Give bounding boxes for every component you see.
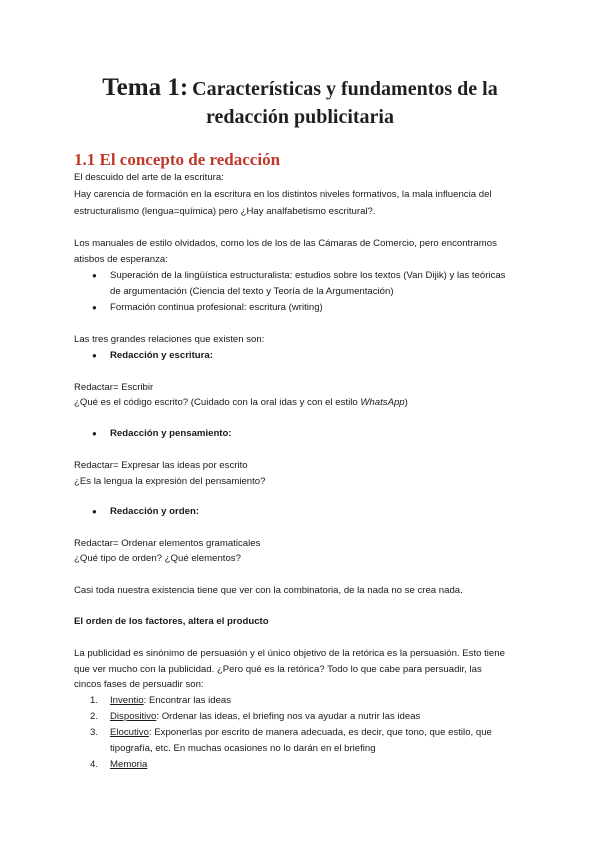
phase-term: Elocutivo xyxy=(110,727,149,738)
relation-1-heading: Redacción y escritura: xyxy=(110,350,213,361)
page-title xyxy=(60,74,540,132)
phase-item xyxy=(110,759,147,771)
phase-number: 1. xyxy=(90,695,99,706)
relation-2-line-1: Redactar= Expresar las ideas por escrito xyxy=(74,460,248,471)
phase-term: Memoria xyxy=(110,759,148,770)
relations-intro: Las tres grandes relaciones que existen son: xyxy=(74,334,265,345)
intro-line-2: Hay carencia de formación en la escritura en los distintos niveles formativos, la mala influencia del xyxy=(74,189,492,200)
relation-3-line-1: Redactar= Ordenar elementos gramaticales xyxy=(74,538,261,549)
relation-1-line-2: ¿Qué es el código escrito? (Cuidado con la oral idas y con el estilo WhatsApp) xyxy=(74,397,408,408)
publicity-line-1: La publicidad es sinónimo de persuasión y el único objetivo de la retórica es la persuasión. Esto tiene xyxy=(74,648,505,659)
section-heading: 1.1 El concepto de redacción xyxy=(74,150,281,169)
title-line-1: Características y fundamentos de la xyxy=(192,78,498,100)
relation-3-heading: Redacción y orden: xyxy=(110,506,200,517)
phase-item: Elocutivo: Exponerlas por escrito de manera adecuada, es decir, que tono, que estilo, que xyxy=(110,727,492,738)
manuals-line-2: atisbos de esperanza: xyxy=(74,254,168,265)
bullet-icon: ● xyxy=(92,303,97,312)
bullet-icon: ● xyxy=(92,429,97,438)
relation-3-line-2: ¿Qué tipo de orden? ¿Qué elementos? xyxy=(74,553,241,564)
manuals-item-1-line-2: de argumentación (Ciencia del texto y Teoría de la Argumentación) xyxy=(110,286,394,297)
phase-number: 2. xyxy=(90,711,99,722)
phase-number: 3. xyxy=(90,727,99,738)
phase-item: Inventio: Encontrar las ideas xyxy=(110,695,232,706)
relation-2-heading: Redacción y pensamiento: xyxy=(110,428,232,439)
phase-term: Dispositivo xyxy=(110,711,157,722)
bullet-icon: ● xyxy=(92,507,97,516)
manuals-item-1-line-1: Superación de la lingüística estructuralista: estudios sobre los textos (Van Dijik) y las teóricas xyxy=(110,270,506,281)
manuals-item-2: Formación continua profesional: escritura (writing) xyxy=(110,302,323,313)
manuals-line-1: Los manuales de estilo olvidados, como los de los de las Cámaras de Comercio, pero encontramos xyxy=(74,238,497,249)
factors-heading: El orden de los factores, altera el producto xyxy=(74,616,269,627)
intro-line-1: El descuido del arte de la escritura: xyxy=(74,172,224,183)
title-line-2: redacción publicitaria xyxy=(206,106,394,128)
phase-number: 4. xyxy=(90,759,99,770)
title-prefix: Tema 1: xyxy=(102,74,189,101)
bullet-icon: ● xyxy=(92,271,97,280)
relation-1-line-1: Redactar= Escribir xyxy=(74,382,154,393)
publicity-line-3: cincos fases de persuadir son: xyxy=(74,679,204,690)
whatsapp-em: WhatsApp xyxy=(360,397,405,408)
relation-2-line-2: ¿Es la lengua la expresión del pensamiento? xyxy=(74,476,266,487)
intro-line-3: estructuralismo (lengua=química) pero ¿Hay analfabetismo escritural?. xyxy=(74,206,376,217)
publicity-line-2: que ver mucho con la publicidad. ¿Pero qué es la retórica? Todo lo que cabe para persuadir, las xyxy=(74,664,482,675)
phase-item-continuation: tipografía, etc. En muchas ocasiones no lo darán en el briefing xyxy=(110,743,376,754)
combinatoria-paragraph: Casi toda nuestra existencia tiene que ver con la combinatoria, de la nada no se crea nada. xyxy=(74,585,463,596)
phase-item: Dispositivo: Ordenar las ideas, el briefing nos va ayudar a nutrir las ideas xyxy=(110,711,421,722)
bullet-icon: ● xyxy=(92,351,97,360)
phase-term: Inventio xyxy=(110,695,144,706)
